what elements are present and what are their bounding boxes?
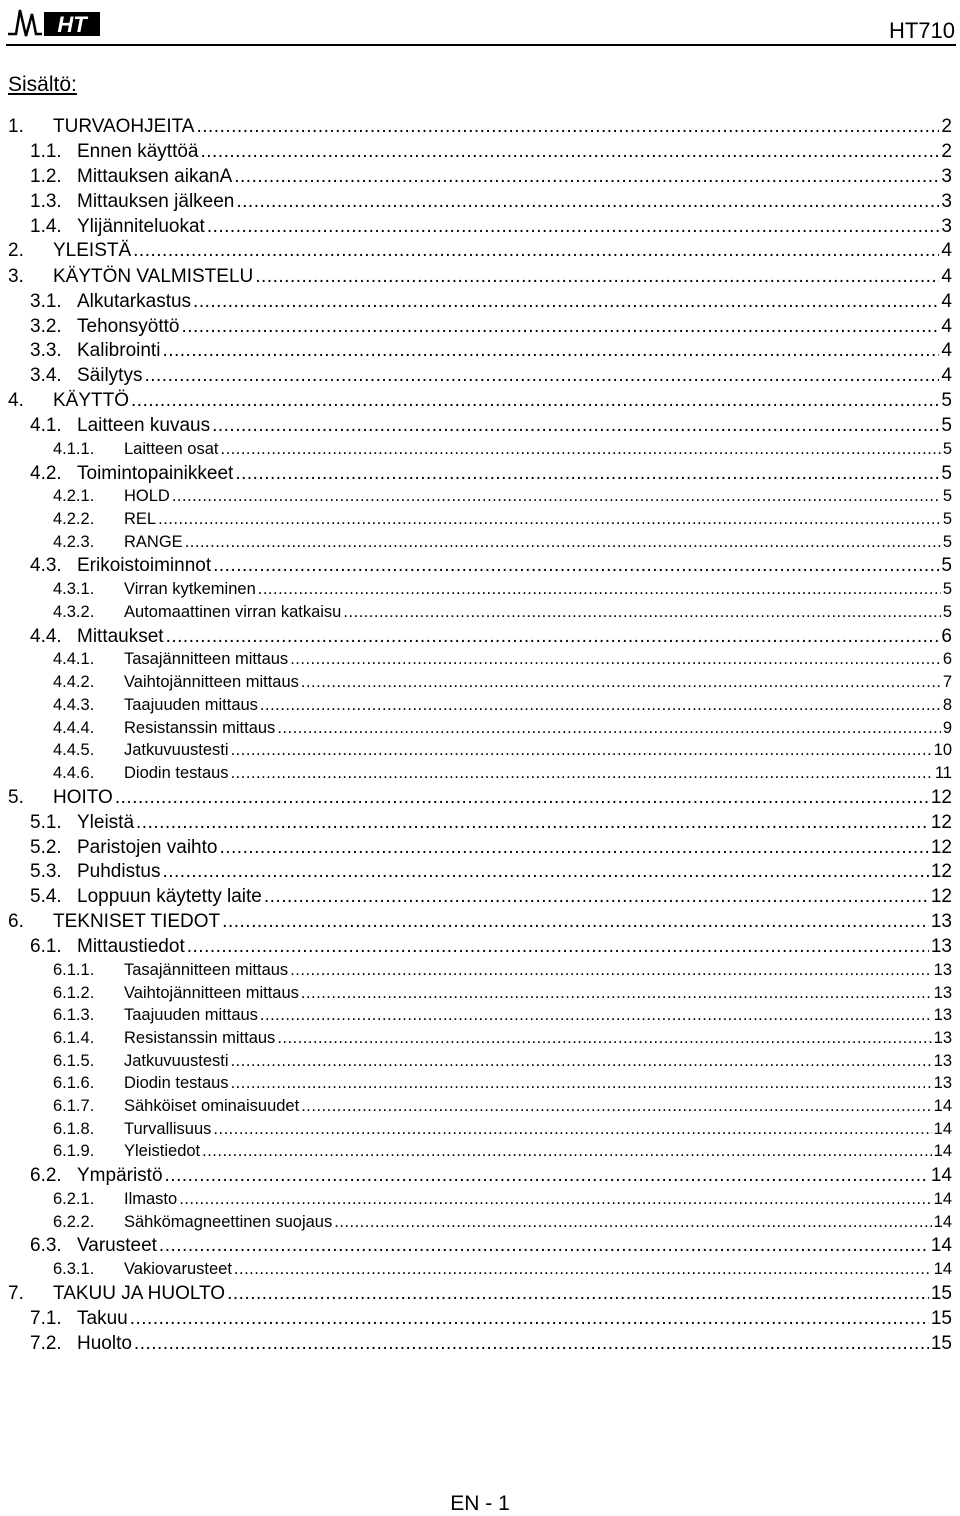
toc-entry-number: 6.1.5. (53, 1051, 95, 1070)
toc-entry-title: Mittauksen jälkeen (77, 190, 235, 212)
toc-entry-page: 14 (933, 1189, 952, 1208)
toc-entry-page: 11 (934, 763, 952, 782)
toc-dot-leader (231, 741, 932, 760)
toc-entry-number: 4.3.1. (53, 580, 95, 599)
toc-entry[interactable] (0, 141, 960, 166)
toc-entry-title: Vakiovarusteet (124, 1260, 232, 1279)
toc-entry-number: 3.3. (30, 340, 62, 362)
page-number: EN - 1 (450, 1492, 510, 1515)
toc-entry-page: 6 (942, 650, 952, 669)
toc-dot-leader (231, 1052, 932, 1071)
toc-entry[interactable] (0, 1120, 960, 1143)
toc-entry[interactable] (0, 719, 960, 742)
toc-entry-number: 5.2. (30, 836, 62, 858)
toc-entry-title: Takuu (77, 1307, 128, 1329)
toc-entry[interactable] (0, 961, 960, 984)
toc-entry-title: REL (124, 510, 157, 529)
toc-entry-title: Toimintopainikkeet (77, 462, 234, 484)
toc-dot-leader (258, 580, 941, 599)
toc-dot-leader (290, 961, 931, 980)
toc-entry[interactable] (0, 1097, 960, 1120)
toc-entry[interactable] (0, 390, 960, 415)
toc-entry-number: 4.2. (30, 462, 62, 484)
toc-entry-title: Mittaukset (77, 625, 164, 647)
toc-entry-number: 4.2.1. (53, 487, 95, 506)
toc-entry-number: 4.2.3. (53, 532, 95, 551)
toc-dot-leader (144, 365, 939, 387)
toc-entry-number: 7. (8, 1282, 24, 1304)
toc-entry[interactable] (0, 463, 960, 488)
toc-dot-leader (158, 510, 941, 529)
toc-entry[interactable] (0, 365, 960, 390)
toc-entry-title: Taajuuden mittaus (124, 695, 258, 714)
toc-entry[interactable] (0, 626, 960, 651)
toc-entry[interactable] (0, 650, 960, 673)
model-name: HT710 (888, 18, 955, 43)
toc-entry-number: 3.1. (30, 290, 62, 312)
toc-entry-title: Tehonsyöttö (77, 315, 180, 337)
toc-entry-number: 6.1.6. (53, 1074, 95, 1093)
toc-entry-title: KÄYTTÖ (53, 389, 130, 411)
toc-dot-leader (235, 463, 939, 485)
toc-entry-page: 7 (942, 673, 952, 692)
toc-entry-title: Resistanssin mittaus (124, 1028, 276, 1047)
toc-entry-page: 2 (941, 116, 952, 137)
toc-dot-leader (234, 166, 939, 188)
toc-entry-title: Ympäristö (77, 1165, 163, 1187)
toc-entry-title: YLEISTÄ (53, 240, 132, 262)
toc-entry-number: 6.1.2. (53, 983, 95, 1002)
toc-entry[interactable] (0, 936, 960, 961)
toc-entry-number: 4. (8, 389, 24, 411)
toc-entry-title: TURVAOHJEITA (53, 116, 195, 137)
toc-entry-title: Huolto (77, 1332, 132, 1354)
toc-entry[interactable] (0, 741, 960, 764)
toc-entry-page: 3 (941, 215, 952, 237)
toc-entry-number: 4.1.1. (53, 439, 95, 458)
toc-entry-number: 6.1.8. (53, 1119, 95, 1138)
toc-entry-number: 2. (8, 240, 24, 262)
toc-entry-page: 13 (933, 983, 952, 1002)
toc-dot-leader (207, 216, 940, 238)
toc-entry-number: 1.4. (30, 215, 62, 237)
toc-entry-number: 4.4.6. (53, 763, 95, 782)
toc-entry-title: Ennen käyttöä (77, 141, 199, 163)
toc-entry-number: 4.3. (30, 555, 62, 577)
toc-entry-page: 8 (942, 695, 952, 714)
toc-entry[interactable] (0, 216, 960, 241)
toc-entry-number: 6. (8, 910, 24, 932)
toc-entry-number: 6.1.3. (53, 1006, 95, 1025)
toc-entry-page: 2 (941, 141, 952, 163)
toc-entry-page: 5 (941, 389, 952, 411)
toc-entry[interactable] (0, 510, 960, 533)
toc-dot-leader (159, 1235, 929, 1257)
toc-entry-number: 6.1.1. (53, 960, 95, 979)
toc-entry-title: Diodin testaus (124, 763, 229, 782)
toc-entry[interactable] (0, 1308, 960, 1333)
toc-entry-number: 5. (8, 786, 24, 808)
toc-entry-title: HOITO (53, 786, 113, 808)
toc-entry-title: RANGE (124, 532, 183, 551)
toc-entry-number: 4.4.2. (53, 673, 95, 692)
toc-dot-leader (260, 696, 941, 715)
toc-entry[interactable] (0, 1213, 960, 1236)
toc-entry-title: Tasajännitteen mittaus (124, 650, 289, 669)
toc-entry-title: Alkutarkastus (77, 290, 192, 312)
toc-dot-leader (179, 1190, 931, 1209)
toc-entry-number: 4.4.4. (53, 718, 95, 737)
toc-entry-title: Erikoistoiminnot (77, 555, 212, 577)
toc-entry-title: Taajuuden mittaus (124, 1006, 258, 1025)
toc-dot-leader (231, 1074, 932, 1093)
toc-entry[interactable] (0, 291, 960, 316)
toc-entry-number: 3.2. (30, 315, 62, 337)
toc-entry-title: Jatkuvuustesti (124, 741, 229, 760)
toc-entry[interactable] (0, 533, 960, 556)
toc-entry-number: 1.2. (30, 165, 62, 187)
toc-entry-title: Jatkuvuustesti (124, 1051, 229, 1070)
toc-entry-number: 1.1. (30, 141, 62, 163)
toc-dot-leader (221, 440, 941, 459)
toc-entry-number: 7.1. (30, 1307, 62, 1329)
toc-entry-title: Laitteen osat (124, 439, 219, 458)
toc-dot-leader (227, 1283, 929, 1305)
toc-entry[interactable] (0, 603, 960, 626)
toc-entry-number: 5.3. (30, 861, 62, 883)
toc-entry-number: 4.2.2. (53, 510, 95, 529)
toc-entry-page: 4 (941, 315, 952, 337)
toc-entry[interactable] (0, 191, 960, 216)
toc-entry-number: 4.4. (30, 625, 62, 647)
toc-dot-leader (202, 1142, 932, 1161)
toc-entry-page: 5 (942, 580, 952, 599)
toc-entry-page: 12 (930, 861, 952, 883)
toc-entry-page: 13 (933, 1028, 952, 1047)
toc-entry-title: Sähköiset ominaisuudet (124, 1097, 300, 1116)
toc-entry-page: 13 (930, 910, 952, 932)
toc-entry-page: 14 (933, 1260, 952, 1279)
toc-entry-title: Diodin testaus (124, 1074, 229, 1093)
toc-dot-leader (162, 340, 939, 362)
toc-entry-title: Sähkömagneettinen suojaus (124, 1212, 333, 1231)
toc-entry-title: Loppuun käytetty laite (77, 886, 262, 908)
page-header (0, 0, 960, 50)
toc-entry-page: 5 (942, 439, 952, 458)
toc-entry-page: 13 (933, 960, 952, 979)
toc-dot-leader (165, 1165, 929, 1187)
toc-dot-leader (334, 1213, 931, 1232)
toc-entry-page: 4 (941, 290, 952, 312)
toc-dot-leader (236, 191, 939, 213)
toc-entry-title: Vaihtojännitteen mittaus (124, 673, 299, 692)
toc-entry-page: 5 (942, 487, 952, 506)
toc-entry[interactable] (0, 764, 960, 787)
toc-entry[interactable] (0, 673, 960, 696)
toc-entry[interactable] (0, 861, 960, 886)
toc-entry-number: 6.1.7. (53, 1097, 95, 1116)
toc-dot-leader (234, 1260, 932, 1279)
toc-entry-number: 4.4.1. (53, 650, 95, 669)
toc-entry-page: 12 (930, 836, 952, 858)
toc-entry-number: 6.1.4. (53, 1028, 95, 1047)
toc-entry-number: 6.3. (30, 1235, 62, 1257)
toc-dot-leader (231, 764, 933, 783)
toc-dot-leader (131, 390, 939, 412)
toc-dot-leader (277, 1029, 931, 1048)
toc-entry[interactable] (0, 415, 960, 440)
toc-dot-leader (255, 266, 939, 288)
toc-dot-leader (264, 886, 929, 908)
toc-entry-number: 1. (8, 116, 24, 137)
toc-entry[interactable] (0, 1190, 960, 1213)
toc-entry-page: 5 (942, 510, 952, 529)
toc-entry-title: Paristojen vaihto (77, 836, 218, 858)
toc-dot-leader (115, 787, 929, 809)
toc-entry-number: 3.4. (30, 365, 62, 387)
toc-entry-page: 4 (941, 340, 952, 362)
toc-entry-title: Mittauksen aikanA (77, 165, 233, 187)
toc-entry-page: 12 (930, 811, 952, 833)
toc-entry-number: 1.3. (30, 190, 62, 212)
toc-entry-page: 5 (942, 602, 952, 621)
toc-entry-title: Yleistä (77, 811, 135, 833)
toc-entry[interactable] (0, 812, 960, 837)
toc-dot-leader (136, 812, 929, 834)
toc-entry-page: 3 (941, 190, 952, 212)
toc-entry-number: 6.2. (30, 1165, 62, 1187)
toc-entry-page: 10 (933, 741, 952, 760)
toc-entry-number: 6.2.2. (53, 1212, 95, 1231)
toc-dot-leader (166, 626, 940, 648)
toc-entry[interactable] (0, 240, 960, 265)
toc-entry-title: Tasajännitteen mittaus (124, 960, 289, 979)
toc-entry-page: 4 (941, 240, 952, 262)
toc-entry-title: HOLD (124, 487, 170, 506)
toc-entry[interactable] (0, 696, 960, 719)
toc-entry-page: 6 (941, 625, 952, 647)
toc-entry[interactable] (0, 487, 960, 510)
toc-entry-number: 6.1. (30, 936, 62, 958)
toc-dot-leader (213, 555, 939, 577)
toc-entry-page: 3 (941, 165, 952, 187)
toc-entry-page: 9 (942, 718, 952, 737)
toc-dot-leader (222, 911, 929, 933)
toc-entry-page: 15 (930, 1332, 952, 1354)
toc-entry[interactable] (0, 886, 960, 911)
toc-entry[interactable] (0, 1283, 960, 1308)
toc-entry[interactable] (0, 440, 960, 463)
toc-entry[interactable] (0, 316, 960, 341)
toc-entry-page: 12 (930, 886, 952, 908)
toc-dot-leader (301, 984, 932, 1003)
toc-dot-leader (172, 487, 941, 506)
toc-entry-page: 14 (933, 1142, 952, 1161)
toc-dot-leader (290, 650, 941, 669)
toc-dot-leader (130, 1308, 929, 1330)
toc-entry-page: 14 (933, 1212, 952, 1231)
toc-entry-page: 13 (933, 1051, 952, 1070)
toc-entry[interactable] (0, 1260, 960, 1283)
toc-entry-number: 5.1. (30, 811, 62, 833)
toc-entry-title: Resistanssin mittaus (124, 718, 276, 737)
toc-entry[interactable] (0, 1052, 960, 1075)
toc-entry-number: 4.1. (30, 415, 62, 437)
brand-text: HT (57, 12, 87, 37)
toc-entry-number: 6.2.1. (53, 1189, 95, 1208)
toc-entry[interactable] (0, 1006, 960, 1029)
toc-entry[interactable] (0, 1165, 960, 1190)
toc-dot-leader (212, 415, 939, 437)
toc-entry-title: Säilytys (77, 365, 143, 387)
toc-entry-title: Varusteet (77, 1235, 157, 1257)
toc-entry-title: KÄYTÖN VALMISTELU (53, 265, 254, 287)
toc-entry-title: Puhdistus (77, 861, 161, 883)
toc-entry-title: TEKNISET TIEDOT (53, 910, 221, 932)
toc-dot-leader (133, 240, 939, 262)
toc-dot-leader (193, 291, 939, 313)
toc-dot-leader (162, 861, 928, 883)
toc-dot-leader (185, 533, 941, 552)
toc-dot-leader (260, 1006, 932, 1025)
toc-entry-number: 6.1.9. (53, 1142, 95, 1161)
toc-entry[interactable] (0, 340, 960, 365)
toc-entry[interactable] (0, 787, 960, 812)
toc-entry[interactable] (0, 1235, 960, 1260)
toc-entry-title: Mittaustiedot (77, 936, 185, 958)
toc-dot-leader (134, 1333, 929, 1355)
toc-entry[interactable] (0, 116, 960, 141)
toc-entry[interactable] (0, 1333, 960, 1358)
toc-entry-number: 4.3.2. (53, 602, 95, 621)
toc-dot-leader (200, 141, 939, 163)
toc-entry-title: Ylijänniteluokat (77, 215, 205, 237)
toc-entry-title: TAKUU JA HUOLTO (53, 1282, 226, 1304)
toc-entry-title: Yleistiedot (124, 1142, 201, 1161)
page-title: Sisältö: (8, 73, 77, 96)
toc-dot-leader (343, 603, 940, 622)
toc-dot-leader (277, 719, 941, 738)
toc-entry-page: 14 (933, 1119, 952, 1138)
toc-entry-page: 5 (942, 532, 952, 551)
toc-dot-leader (301, 1097, 931, 1116)
toc-entry-number: 7.2. (30, 1332, 62, 1354)
toc-entry-page: 13 (930, 936, 952, 958)
toc-entry-page: 14 (930, 1165, 952, 1187)
toc-entry-page: 14 (933, 1097, 952, 1116)
toc-entry-page: 12 (930, 786, 952, 808)
toc-entry-page: 13 (933, 1006, 952, 1025)
toc-entry-number: 3. (8, 265, 24, 287)
table-of-contents (0, 116, 960, 1358)
toc-entry[interactable] (0, 166, 960, 191)
toc-entry-page: 14 (930, 1235, 952, 1257)
toc-entry[interactable] (0, 1074, 960, 1097)
toc-dot-leader (301, 673, 941, 692)
toc-entry-page: 5 (941, 555, 952, 577)
ht-logo-icon (6, 4, 102, 40)
toc-entry-number: 6.3.1. (53, 1260, 95, 1279)
toc-entry[interactable] (0, 837, 960, 862)
toc-entry-title: Vaihtojännitteen mittaus (124, 983, 299, 1002)
toc-entry-title: Virran kytkeminen (124, 580, 256, 599)
toc-entry-page: 13 (933, 1074, 952, 1093)
toc-entry[interactable] (0, 911, 960, 936)
toc-entry-title: Laitteen kuvaus (77, 415, 211, 437)
toc-dot-leader (187, 936, 929, 958)
toc-entry-number: 4.4.3. (53, 695, 95, 714)
toc-entry-page: 15 (930, 1307, 952, 1329)
toc-entry[interactable] (0, 266, 960, 291)
toc-entry-number: 4.4.5. (53, 741, 95, 760)
toc-dot-leader (196, 116, 939, 138)
toc-entry-page: 5 (941, 462, 952, 484)
toc-entry-page: 15 (930, 1282, 952, 1304)
toc-dot-leader (213, 1120, 931, 1139)
toc-entry-title: Kalibrointi (77, 340, 161, 362)
toc-dot-leader (181, 316, 939, 338)
toc-entry[interactable] (0, 1029, 960, 1052)
toc-entry-title: Turvallisuus (124, 1119, 212, 1138)
toc-entry-number: 5.4. (30, 886, 62, 908)
toc-entry-title: Ilmasto (124, 1189, 178, 1208)
toc-dot-leader (219, 837, 928, 859)
toc-entry[interactable] (0, 1142, 960, 1165)
toc-entry-page: 4 (941, 265, 952, 287)
toc-entry-page: 4 (941, 365, 952, 387)
toc-entry-page: 5 (941, 415, 952, 437)
header-divider (6, 44, 956, 46)
toc-entry-title: Automaattinen virran katkaisu (124, 602, 342, 621)
toc-entry[interactable] (0, 984, 960, 1007)
toc-entry[interactable] (0, 555, 960, 580)
toc-entry[interactable] (0, 580, 960, 603)
